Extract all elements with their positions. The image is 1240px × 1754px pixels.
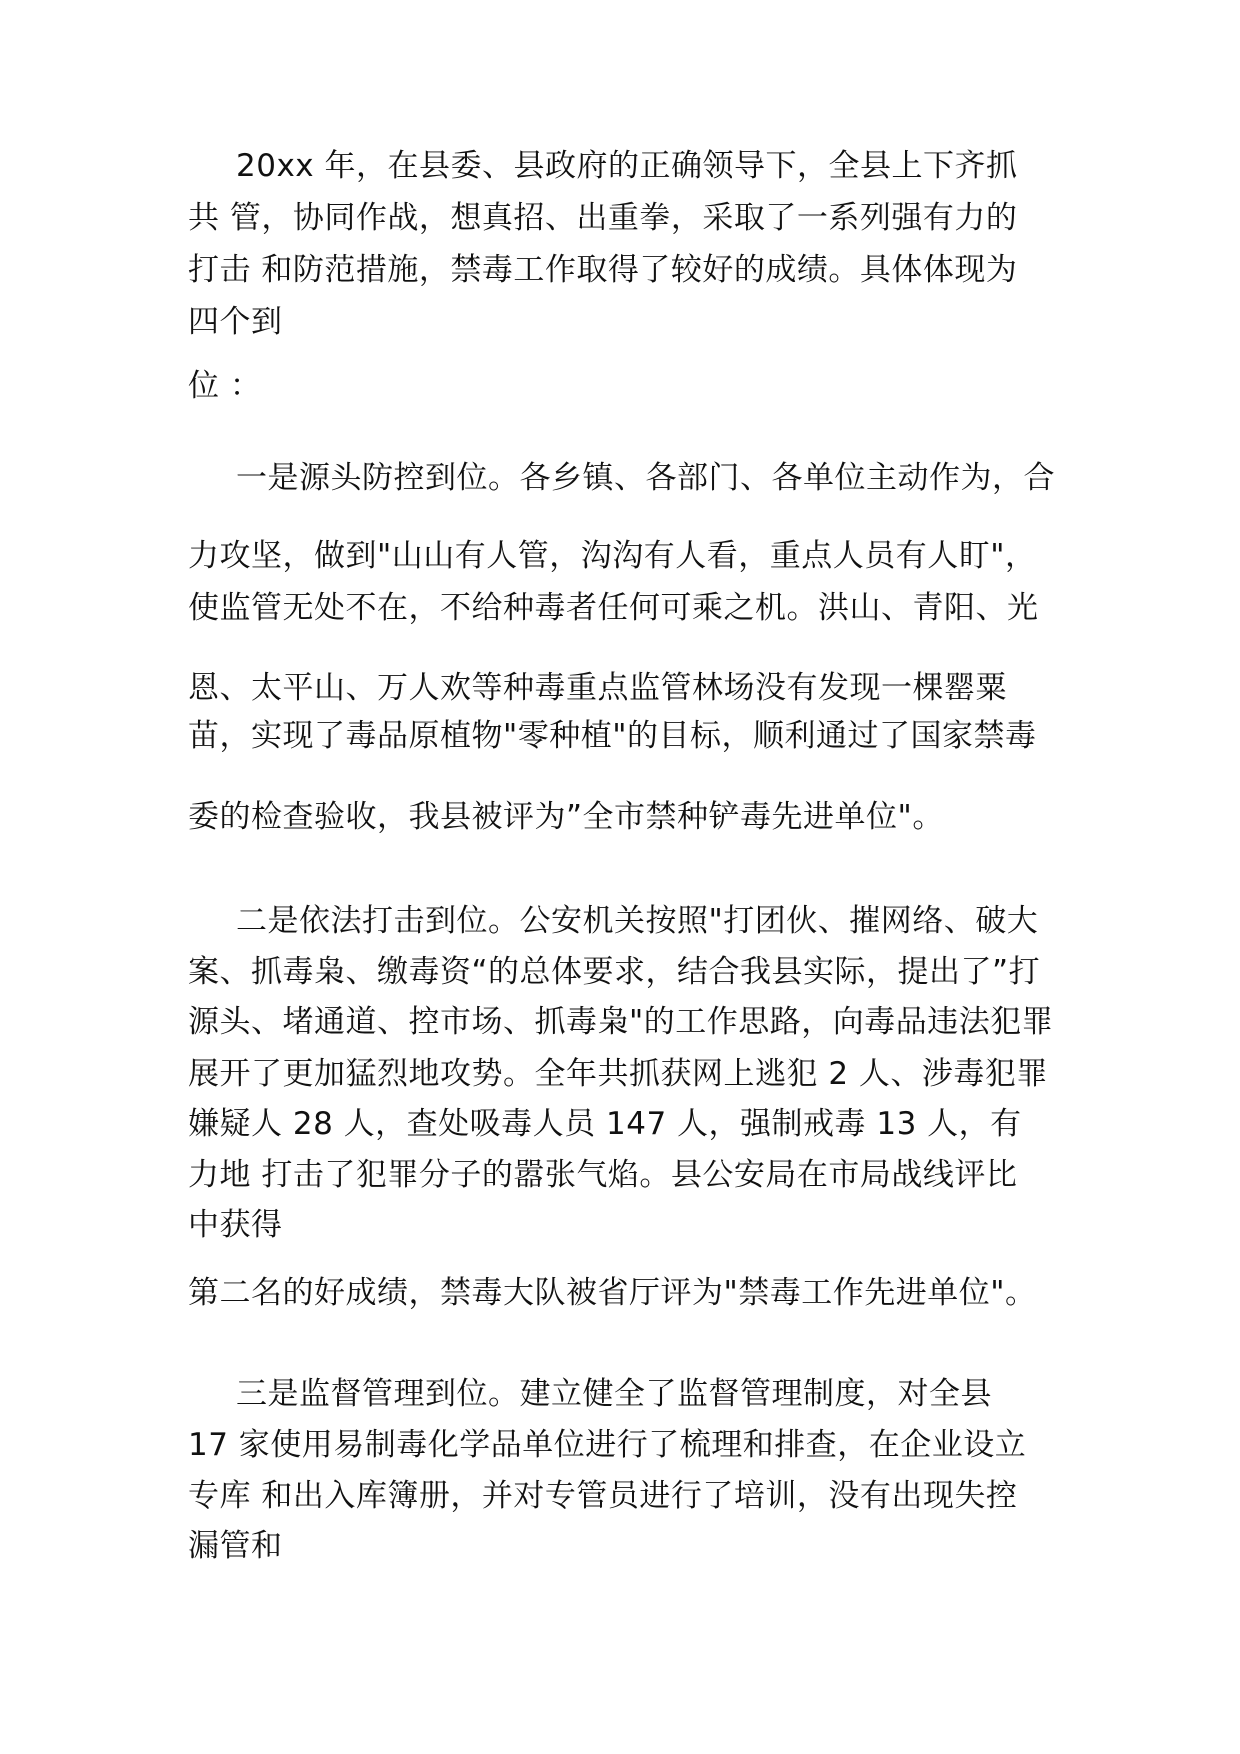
text-line-17: 力地 打击了犯罪分子的嚣张气焰。县公安局在市局战线评比 (188, 1157, 1018, 1193)
text-line-12: 二是依法打击到位。公安机关按照"打团伙、摧网络、破大 (236, 903, 1039, 939)
text-line-8: 使监管无处不在，不给种毒者任何可乘之机。洪山、青阳、光 (188, 590, 1039, 626)
text-line-4: 四个到 (188, 304, 283, 340)
text-line-10: 苗，实现了毒品原植物"零种植"的目标，顺利通过了国家禁毒 (188, 718, 1037, 754)
text-line-1: 20xx 年，在县委、县政府的正确领导下，全县上下齐抓 (236, 148, 1018, 184)
text-line-9: 恩、太平山、万人欢等种毒重点监管林场没有发现一棵罂粟 (188, 670, 1007, 706)
text-line-7: 力攻坚，做到"山山有人管，沟沟有人看，重点人员有人盯"， (188, 538, 1037, 574)
text-line-14: 源头、堵通道、控市场、抓毒枭"的工作思路，向毒品违法犯罪 (188, 1004, 1054, 1040)
text-line-5: 位 ： (188, 368, 262, 404)
text-line-22: 专库 和出入库簿册，并对专管员进行了培训，没有出现失控 (188, 1478, 1018, 1514)
text-line-2: 共 管，协同作战，想真招、出重拳，采取了一系列强有力的 (188, 200, 1018, 236)
text-line-6: 一是源头防控到位。各乡镇、各部门、各单位主动作为，合 (236, 460, 1055, 496)
text-line-11: 委的检查验收，我县被评为”全市禁种铲毒先进单位"。 (188, 799, 944, 835)
text-line-15: 展开了更加猛烈地攻势。全年共抓获网上逃犯 2 人、涉毒犯罪 (188, 1056, 1048, 1092)
text-line-20: 三是监督管理到位。建立健全了监督管理制度，对全县 (236, 1376, 992, 1412)
text-line-21: 17 家使用易制毒化学品单位进行了梳理和排查，在企业设立 (188, 1427, 1027, 1463)
text-line-19: 第二名的好成绩，禁毒大队被省厅评为"禁毒工作先进单位"。 (188, 1275, 1037, 1311)
text-line-18: 中获得 (188, 1207, 283, 1243)
text-line-16: 嫌疑人 28 人，查处吸毒人员 147 人，强制戒毒 13 人，有 (188, 1106, 1022, 1142)
text-line-3: 打击 和防范措施，禁毒工作取得了较好的成绩。具体体现为 (188, 252, 1018, 288)
text-line-13: 案、抓毒枭、缴毒资“的总体要求，结合我县实际，提出了”打 (188, 954, 1041, 990)
text-line-23: 漏管和 (188, 1528, 283, 1564)
